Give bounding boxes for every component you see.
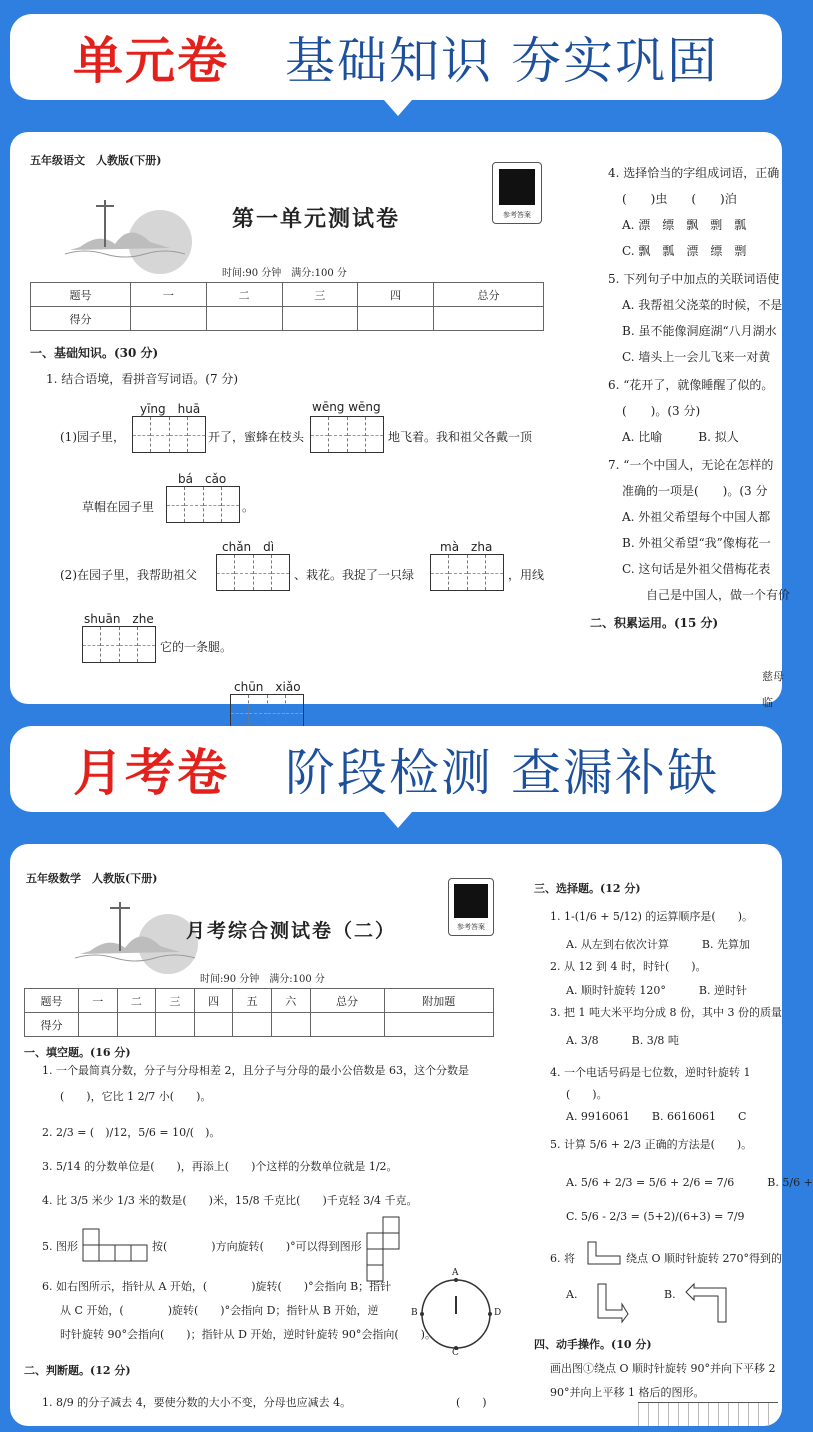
score-header: 二	[117, 989, 156, 1013]
question-text: 准确的一项是( )。(3 分	[622, 484, 768, 498]
option-b-shape-icon	[682, 1280, 734, 1326]
pinyin: chǎn dì	[222, 540, 275, 554]
question-text: 2. 2/3 = ( )/12，5/6 = 10/( )。	[42, 1126, 221, 1139]
option-text: A. 我帮祖父浇菜的时候，不是	[622, 298, 783, 312]
answer-boxes[interactable]	[216, 554, 290, 591]
score-header: 二	[206, 283, 282, 307]
option-text: A. 5/6 + 2/3 = 5/6 + 2/6 = 7/6 B. 5/6 +	[566, 1176, 813, 1189]
qr-caption: 参考答案	[503, 211, 531, 219]
pinyin: yīng huā	[140, 402, 201, 416]
option-text: C. 这句话是外祖父借梅花表	[622, 562, 771, 576]
section-heading: 一、填空题。(16 分)	[24, 1046, 131, 1059]
question-text: ( )。(3 分)	[622, 404, 701, 418]
score-header: 四	[358, 283, 434, 307]
sentence-text: 地飞着。我和祖父各戴一顶	[388, 430, 533, 444]
question-text: ( )虫 ( )泊	[622, 192, 737, 206]
question-text: 6. “花开了，就像睡醒了似的。	[608, 378, 774, 392]
score-table	[30, 282, 544, 331]
option-text: B. 外祖父希望“我”像梅花一	[622, 536, 771, 550]
score-header: 总分	[310, 989, 384, 1013]
sentence-text: 它的一条腿。	[160, 640, 233, 654]
option-a-shape-icon	[592, 1280, 632, 1326]
doc-header: 五年级数学 人教版(下册)	[26, 872, 158, 885]
banner-red-title: 单元卷	[73, 32, 230, 90]
option-text: A. 9916061 B. 6616061 C	[566, 1110, 747, 1123]
answer-bracket[interactable]: ( )	[456, 1396, 487, 1409]
sentence-text: 、栽花。我捉了一只绿	[294, 568, 415, 582]
qr-code	[448, 878, 494, 936]
score-cell	[358, 307, 434, 331]
clock-label-a: A	[452, 1268, 459, 1278]
poem-fragment: 临	[762, 696, 773, 709]
illustration-icon	[60, 192, 180, 262]
question-text: 画出图①绕点 O 顺时针旋转 90°并向下平移 2	[550, 1362, 776, 1375]
sentence-text: ，用线	[508, 568, 545, 582]
banner-unit-test	[10, 14, 782, 100]
sentence-text: (2)在园子里，我帮助祖父	[60, 568, 197, 582]
option-label: A.	[566, 1288, 578, 1301]
answer-boxes[interactable]	[132, 416, 206, 453]
banner-monthly-test	[10, 726, 782, 812]
score-cell	[271, 1013, 310, 1037]
question-text: 时针旋转 90°会指向( )；指针从 D 开始，逆时针旋转 90°会指向( )。	[60, 1328, 436, 1341]
answer-boxes[interactable]	[430, 554, 504, 591]
score-cell	[206, 307, 282, 331]
doc-title: 第一单元测试卷	[232, 206, 401, 232]
option-text: A. 3/8 B. 3/8 吨	[566, 1034, 679, 1047]
score-cell	[384, 1013, 493, 1037]
question-text: ( )，它比 1 2/7 小( )。	[60, 1090, 212, 1103]
banner-red-title: 月考卷	[73, 744, 230, 802]
score-cell	[310, 1013, 384, 1037]
question-text: 4. 比 3/5 米少 1/3 米的数是( )米，15/8 千克比( )千克轻 3/4 千克。	[42, 1194, 418, 1207]
question-text: 4. 选择恰当的字组成词语，正确	[608, 166, 780, 180]
score-cell	[194, 1013, 233, 1037]
question-text: 2. 从 12 到 4 时，时针( )。	[550, 960, 707, 973]
score-cell	[233, 1013, 272, 1037]
section-heading: 二、积累运用。(15 分)	[590, 616, 719, 630]
question-text: 1. 1-(1/6 + 5/12) 的运算顺序是( )。	[550, 910, 753, 923]
option-text: A. 外祖父希望每个中国人都	[622, 510, 771, 524]
score-header: 三	[156, 989, 195, 1013]
score-cell	[282, 307, 358, 331]
banner-pointer	[384, 100, 412, 116]
score-header: 四	[194, 989, 233, 1013]
option-text: A. 从左到右依次计算 B. 先算加	[566, 938, 751, 951]
pinyin: shuān zhe	[84, 612, 154, 626]
question-text: 6. 如右图所示，指针从 A 开始，( )旋转( )°会指向 B；指针	[42, 1280, 392, 1293]
sentence-text: 开了，蜜蜂在枝头	[208, 430, 305, 444]
option-text: A. 漂 缥 飘 剽 瓢	[622, 218, 747, 232]
question-text: ( )。	[566, 1088, 608, 1101]
doc-header: 五年级语文 人教版(下册)	[30, 154, 162, 167]
section-heading: 二、判断题。(12 分)	[24, 1364, 131, 1377]
option-label: B.	[664, 1288, 676, 1301]
answer-boxes[interactable]	[166, 486, 240, 523]
banner-blue-subtitle: 基础知识 夯实巩固	[285, 32, 719, 90]
score-table	[24, 988, 494, 1037]
illustration-icon	[70, 896, 190, 966]
section-heading: 四、动手操作。(10 分)	[534, 1338, 652, 1351]
score-cell	[117, 1013, 156, 1037]
question-text: 6. 将	[550, 1252, 575, 1265]
sentence-text: (1)园子里，	[60, 430, 125, 444]
question-text: 1. 一个最简真分数，分子与分母相差 2，且分子与分母的最小公倍数是 63，这个分数是	[42, 1064, 469, 1077]
answer-boxes[interactable]	[310, 416, 384, 453]
question-text: 从 C 开始，( )旋转( )°会指向 D；指针从 B 开始，逆	[60, 1304, 379, 1317]
score-header: 六	[271, 989, 310, 1013]
question-text: 5. 下列句子中加点的关联词语使	[608, 272, 780, 286]
question-text: 90°并向上平移 1 格后的图形。	[550, 1386, 705, 1399]
score-header: 五	[233, 989, 272, 1013]
option-text: C. 5/6 - 2/3 = (5+2)/(6+3) = 7/9	[566, 1210, 745, 1223]
question-text: 7. “一个中国人，无论在怎样的	[608, 458, 774, 472]
score-header: 附加题	[384, 989, 493, 1013]
score-row-label: 得分	[25, 1013, 79, 1037]
l-shape-icon	[580, 1238, 624, 1272]
option-text: C. 墙头上一会儿飞来一对黄	[622, 350, 771, 364]
score-cell	[131, 307, 207, 331]
option-text: 自己是中国人，做一个有价	[646, 588, 791, 602]
clock-label-d: D	[494, 1308, 502, 1318]
time-info: 时间:90 分钟 满分:100 分	[200, 974, 325, 985]
qr-caption: 参考答案	[457, 923, 485, 931]
option-text: B. 虽不能像洞庭湖“八月湖水	[622, 324, 777, 338]
score-row-label: 得分	[31, 307, 131, 331]
option-text: A. 比喻 B. 拟人	[622, 430, 739, 444]
question-text: 3. 把 1 吨大米平均分成 8 份，其中 3 份的质量	[550, 1006, 782, 1019]
section-heading: 三、选择题。(12 分)	[534, 882, 641, 895]
question-text: 1. 结合语境，看拼音写词语。(7 分)	[46, 372, 239, 386]
question-text: 按( )方向旋转( )°可以得到图形	[152, 1240, 362, 1253]
section-heading: 一、基础知识。(30 分)	[30, 346, 159, 360]
pinyin: chūn xiǎo	[234, 680, 301, 694]
question-text: 1. 8/9 的分子减去 4，要使分数的大小不变，分母也应减去 4。	[42, 1396, 352, 1409]
answer-boxes[interactable]	[82, 626, 156, 663]
score-header: 题号	[25, 989, 79, 1013]
score-cell	[156, 1013, 195, 1037]
doc-title: 月考综合测试卷（二）	[186, 920, 397, 942]
time-info: 时间:90 分钟 满分:100 分	[222, 268, 347, 279]
unit-test-preview	[10, 132, 791, 709]
score-header: 总分	[434, 283, 544, 307]
option-text: C. 飘 瓢 漂 缥 剽	[622, 244, 747, 258]
grid-paper	[638, 1402, 778, 1426]
score-header: 题号	[31, 283, 131, 307]
question-text: 5. 计算 5/6 + 2/3 正确的方法是( )。	[550, 1138, 753, 1151]
pinyin: wēng wēng	[312, 400, 381, 414]
question-text: 绕点 O 顺时针旋转 270°得到的	[626, 1252, 783, 1265]
question-text: 4. 一个电话号码是七位数，逆时针旋转 1	[550, 1066, 751, 1079]
question-text: 5. 图形	[42, 1240, 78, 1253]
cross-shape-icon	[82, 1228, 150, 1262]
question-text: 3. 5/14 的分数单位是( )，再添上( )个这样的分数单位就是 1/2。	[42, 1160, 398, 1173]
option-text: A. 顺时针旋转 120° B. 逆时针	[566, 984, 748, 997]
pinyin: mà zha	[440, 540, 493, 554]
clock-label-c: C	[452, 1348, 459, 1358]
score-cell	[434, 307, 544, 331]
score-header: 一	[79, 989, 118, 1013]
sentence-text: 草帽在园子里	[82, 500, 155, 514]
score-header: 一	[131, 283, 207, 307]
qr-code	[492, 162, 542, 224]
banner-blue-subtitle: 阶段检测 查漏补缺	[285, 744, 719, 802]
clock-label-b: B	[411, 1308, 418, 1318]
score-cell	[79, 1013, 118, 1037]
score-header: 三	[282, 283, 358, 307]
poem-fragment: 慈母	[762, 670, 784, 683]
banner-pointer	[384, 812, 412, 828]
rotated-shape-icon	[366, 1216, 400, 1282]
monthly-test-preview	[10, 844, 813, 1426]
pinyin: bá cǎo	[178, 472, 227, 486]
sentence-text: 。	[242, 500, 255, 514]
